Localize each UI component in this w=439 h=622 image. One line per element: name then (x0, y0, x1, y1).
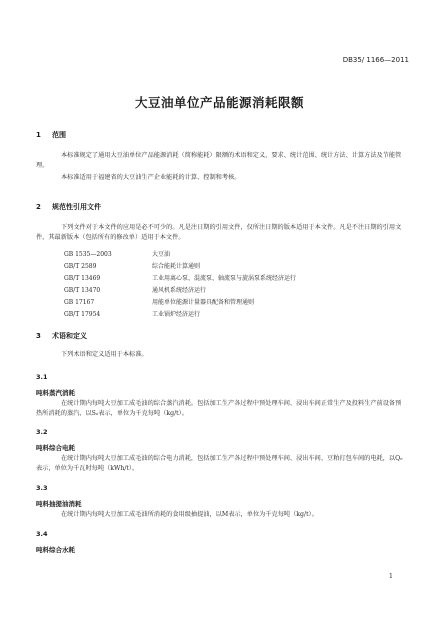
term-name: 吨料抽提油消耗 (36, 500, 82, 508)
reference-name: 综合能耗计算通则 (152, 263, 201, 270)
term-definition: 在统计期内每吨大豆加工成毛油的综合电力消耗，包括加工生产各过程中预处理车间、浸出车间、豆粕打包车间的电耗，以Qₑ表示，单位为千瓦时每吨（kWh/t）。 (36, 455, 403, 472)
reference-code: GB 17167 (64, 299, 95, 306)
term-number: 3.1 (36, 373, 48, 381)
term-definition: 在统计期内每吨大豆加工成毛油所消耗的食用级抽提油，以M表示，单位为千克每吨（kg/t）。 (61, 511, 318, 518)
reference-code: GB/T 2589 (64, 263, 97, 270)
section-2-heading (36, 202, 101, 212)
section-3-intro: 下列术语和定义适用于本标准。 (61, 351, 148, 358)
reference-name: 工业锅炉经济运行 (152, 311, 201, 318)
reference-name: 工业用离心泵、混流泵、轴流泵与旋涡泵系统经济运行 (152, 275, 297, 282)
section-1-paragraph-2: 本标准适用于福建省的大豆油生产企业能耗的计算、控制和考核。 (61, 174, 241, 181)
section-title: 术语和定义 (52, 332, 87, 340)
term-number: 3.3 (36, 484, 48, 492)
reference-code: GB/T 17954 (64, 311, 101, 318)
reference-row (64, 273, 296, 282)
reference-code: GB 1535—2003 (64, 251, 112, 258)
page-number: 1 (388, 572, 393, 580)
section-title: 范围 (52, 131, 66, 139)
term-name: 吨料蒸汽消耗 (36, 389, 75, 397)
section-1-paragraph-1: 本标准规定了通用大豆油单位产品能源消耗（简称能耗）限额的术语和定义、要求、统计范围、统计方法、计算方法及节能管理。 (36, 152, 402, 169)
section-3-heading (36, 331, 87, 341)
section-2-paragraph: 下列文件对于本文件的应用是必不可少的。凡是注日期的引用文件，仅所注日期的版本适用于本文件。凡是不注日期的引用文件，其最新版本（包括所有的修改单）适用于本文件。 (36, 224, 402, 241)
term-definition: 在统计期内每吨大豆加工成毛油的综合蒸汽消耗。包括加工生产各过程中预处理车间、浸出车间正常生产及投料生产前设备预热所消耗的蒸汽，以Sₒ表示，单位为千克每吨（kg/t）。 (36, 400, 402, 417)
reference-code: GB/T 13469 (64, 275, 101, 282)
section-number: 3 (36, 332, 41, 340)
reference-row (64, 261, 200, 270)
section-title: 规范性引用文件 (52, 203, 101, 211)
reference-row (64, 285, 206, 294)
term-name: 吨料综合电耗 (36, 444, 75, 452)
reference-name: 大豆油 (152, 251, 171, 258)
reference-row (64, 309, 200, 318)
section-number: 1 (36, 131, 41, 139)
page-title: 大豆油单位产品能源消耗限额 (134, 95, 304, 110)
section-1-heading (36, 130, 66, 140)
reference-row (64, 249, 170, 258)
section-number: 2 (36, 203, 41, 211)
reference-name: 通风机系统经济运行 (152, 287, 207, 294)
term-name: 吨料综合水耗 (36, 546, 75, 554)
standard-code: DB35/ 1166—2011 (342, 56, 409, 64)
reference-row (64, 297, 254, 306)
term-number: 3.4 (36, 530, 48, 538)
reference-name: 用能单位能源计量器具配备和管理通则 (152, 299, 255, 306)
reference-code: GB/T 13470 (64, 287, 101, 294)
term-number: 3.2 (36, 428, 48, 436)
